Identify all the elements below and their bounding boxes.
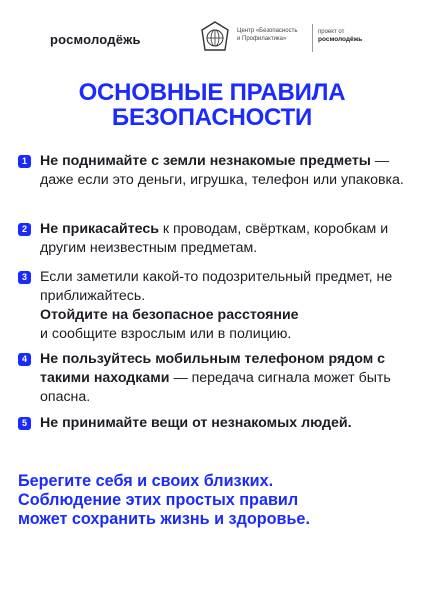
- rule-bold-text: Не пользуйтесь мобильным телефоном рядом с такими находками: [40, 351, 386, 386]
- rule-number-badge: 5: [18, 417, 31, 430]
- rosmolodezh-logo: росмолодёжь: [50, 32, 141, 47]
- closing-line3: может сохранить жизнь и здоровье.: [18, 510, 310, 528]
- rule-regular-text: — даже если это деньги, игрушка, телефон или упаковка.: [40, 153, 404, 188]
- rule-bold-text: Отойдите на безопасное расстояние: [40, 307, 299, 323]
- rule-text: [40, 152, 410, 190]
- rule-bold-text: Не принимайте вещи от незнакомых людей.: [40, 415, 352, 431]
- rule-regular-text: к проводам, свёрткам, коробкам и другим неизвестным предметам.: [40, 221, 389, 256]
- rule-number-badge: 1: [18, 155, 31, 168]
- rule-text: [40, 268, 410, 344]
- project-label: проект от: [318, 29, 345, 35]
- rule-number-badge: 3: [18, 271, 31, 284]
- rule-number-badge: 2: [18, 223, 31, 236]
- center-name: [237, 27, 309, 43]
- center-name-line1: Центр «Безопасность: [237, 28, 298, 34]
- rule-bold-text: Не поднимайте с земли незнакомые предметы: [40, 153, 371, 169]
- page-title: [0, 80, 424, 130]
- rule-regular-text: и сообщите взрослым или в полицию.: [40, 326, 292, 342]
- rule-text: [40, 350, 410, 407]
- header: [50, 18, 380, 62]
- project-org: росмолодёжь: [318, 36, 363, 43]
- header-divider: [312, 24, 313, 52]
- closing-line2: Соблюдение этих простых правил: [18, 491, 299, 509]
- rule-regular-text: — передача сигнала может быть опасна.: [40, 370, 391, 405]
- rule-bold-text: Не прикасайтесь: [40, 221, 159, 237]
- closing-line1: Берегите себя и своих близких.: [18, 472, 274, 490]
- closing-message: [18, 472, 418, 529]
- rule-text: [40, 220, 410, 258]
- rule-number-badge: 4: [18, 353, 31, 366]
- title-line1: ОСНОВНЫЕ ПРАВИЛА: [78, 79, 346, 106]
- center-emblem-icon: [198, 20, 232, 54]
- rule-regular-text: Если заметили какой-то подозрительный предмет, не приближайтесь.: [40, 269, 393, 304]
- rule-text: [40, 414, 410, 433]
- project-credit: [318, 28, 388, 44]
- center-name-line2: и Профилактика»: [237, 36, 287, 42]
- title-line2: БЕЗОПАСНОСТИ: [111, 104, 313, 131]
